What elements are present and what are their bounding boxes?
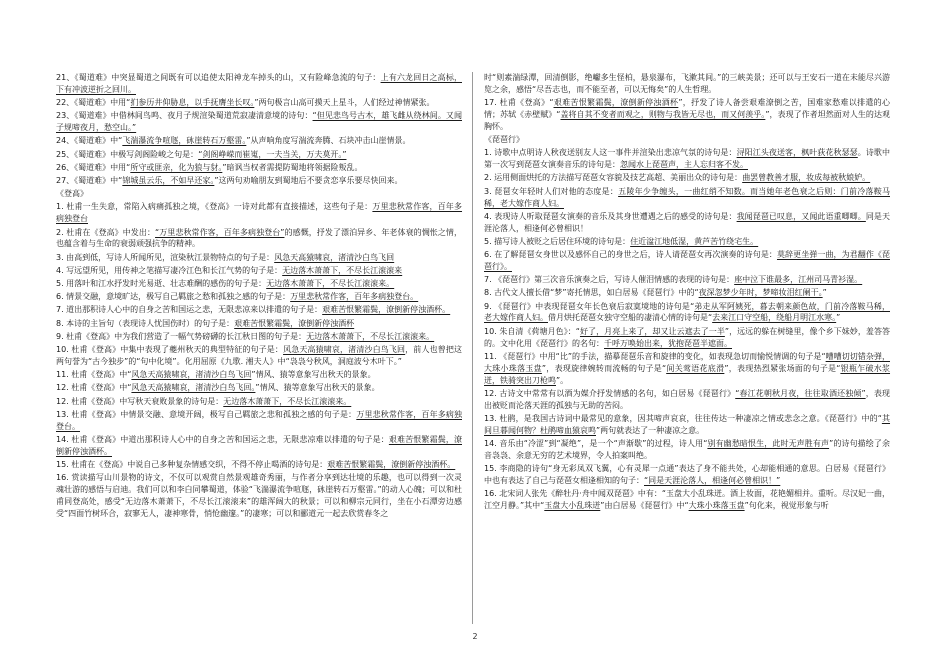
- question-item: [56, 434, 462, 458]
- section-heading: 《登高》: [56, 189, 88, 199]
- answer-text: “但见悲鸟号古木，雄飞雌从绕林间。又闻子规啼夜月，愁空山。”: [56, 111, 462, 133]
- answer-text: 间关莺语花底滑: [666, 363, 725, 373]
- question-text: 27、《蜀道难》中“: [56, 176, 123, 186]
- question-text: ”这两句劝喻朋友到蜀地后不要贪恋享乐要尽快回来。: [214, 176, 403, 186]
- question-item: [484, 147, 890, 171]
- answer-text: “万里悲秋常作客，百年多病独登台”: [155, 227, 285, 237]
- question-text: 的感慨，抒发了漂泊异乡、年老体衰的惆怅之情，也蕴含着与生命的衰弱顽强抗争的精神。: [56, 227, 462, 249]
- question-item: [56, 175, 462, 187]
- answer-text: 曲罢曾教善才服，妆成每被秋娘妒。: [742, 173, 871, 183]
- question-item: [56, 291, 462, 303]
- question-text: 13. 杜鹃，是我国古诗词中最常见的意象，因其啼声哀哀，往往传达一种凄凉之情或悲念之意。《琵琶行》中的“: [484, 413, 882, 423]
- question-text: 时“则素湍绿潭，回清倒影，绝巘多生怪柏，悬泉瀑布，飞漱其间。”的三峡美景；还可以与王安石一道在未能尽兴游览之余，感悟“尽吾志也，而不能至者，可以无悔矣”的人生哲理。: [484, 73, 890, 94]
- question-text: 22、《蜀道难》中用“: [56, 98, 131, 108]
- question-item: [56, 97, 462, 109]
- question-text: 13. 杜甫《登高》中情景交融、意境开阔，极写自己羁旅之悲和孤独之感的句子是：: [56, 409, 357, 419]
- question-item: [56, 344, 462, 368]
- answer-text: 万里悲秋常作客，百年多病独登台: [56, 202, 463, 224]
- answer-text: 万里悲秋常作客，百年多病独登台。: [56, 409, 462, 431]
- answer-text: 艰难苦恨繁霜鬓，潦倒新停浊酒杯。: [327, 460, 456, 470]
- question-text: 4. 写远望所见，用传神之笔描写凄冷江色和长江气势的句子是：: [56, 265, 283, 275]
- question-item: [484, 249, 890, 273]
- question-text: 10. 朱自清《荷塘月色》：“: [484, 326, 580, 336]
- question-text: 3. 由高到低，写诗人所闻所见，渲染秋江景物特点的句子是：: [56, 252, 275, 262]
- question-item: [56, 72, 462, 96]
- question-text: 15. 李商隐的诗句“身无彩凤双飞翼，心有灵犀一点通”表达了身不能共处，心却能相通的意思。白居易《琵琶行》中也有表达了自己与琵琶女相逢相知的句子：: [484, 464, 890, 486]
- question-text: ”从声响角度写湍流奔腾、石块冲击山崖情景。: [246, 136, 411, 146]
- question-item: [56, 382, 462, 394]
- question-item: [484, 97, 890, 133]
- answer-text: 浔阳江头夜送客，枫叶荻花秋瑟瑟: [736, 148, 858, 158]
- answer-text: 风急天高猿啸哀，渚清沙白鸟飞回: [131, 370, 252, 380]
- question-item: [56, 369, 462, 381]
- question-item: [56, 278, 462, 290]
- question-text: 11. 《琵琶行》中用“比”的手法，描摹琵琶乐音和旋律的变化，如表现急切而愉悦情调的句子是“: [484, 351, 826, 361]
- question-text: ，表现出被贬而沦落天涯的孤独与无助的苦闷。: [484, 388, 891, 410]
- answer-text: 艰难苦恨繁霜鬓，潦倒新停浊酒杯。: [56, 434, 462, 456]
- answer-text: 我闻琵琶已叹息，又闻此语重唧唧。: [736, 211, 866, 221]
- question-text: 7. 道出那积诗人心中的自身之苦和国运之悲，无限悲凉来以排遣的句子是：: [56, 305, 323, 315]
- question-item: [484, 274, 890, 286]
- question-text: ”，表现了作者坦然面对人生的达观胸怀。: [484, 110, 890, 131]
- question-text: ”: [836, 313, 841, 323]
- question-item: [56, 162, 462, 174]
- question-item: [484, 413, 890, 437]
- answer-text: 莫辞更坐弹一曲，为君翻作《琵琶行》。: [484, 250, 890, 271]
- question-text: ”由白居易《琵琶行》中“: [600, 501, 689, 511]
- question-item: [484, 351, 890, 387]
- question-text: 8. 古代文人擅长借“梦”寄托情思，如白居易《琵琶行》中的“: [484, 288, 699, 298]
- question-item: [56, 459, 462, 471]
- question-text: ”。: [556, 375, 569, 385]
- question-text: ”: [822, 288, 827, 298]
- section-heading: 《琵琶行》: [484, 135, 524, 145]
- answer-text: 风急天高猿啸哀，渚清沙白鸟飞回: [274, 252, 395, 262]
- question-text: 12. 杜甫《登高》中“: [56, 383, 132, 393]
- question-text: 1. 诗歌中点明诗人秋夜送别友人这一事件并渲染出悲凉气氛的诗句是：: [484, 148, 737, 158]
- question-text: 14. 音乐由“冷涩”到“凝绝”，是一个“声渐歇”的过程，诗人用“: [484, 439, 708, 449]
- answer-text: 万里悲秋常作客，百年多病独登台。: [290, 292, 419, 302]
- question-item: [56, 396, 462, 408]
- answer-text: 夜深忽梦少年时，梦啼妆泪红阑干。: [698, 288, 823, 298]
- answer-text: 去来江口守空船，绕船月明江水寒。: [712, 313, 837, 323]
- answer-text: “同是天涯沦落人，相逢何必曾相识！”: [644, 476, 781, 486]
- question-text: 。诗歌中第一次写到琵琶女演奏音乐的诗句是：: [484, 148, 890, 170]
- answer-text: 嘈嘈切切错杂弹，大珠小珠落玉盘: [484, 351, 890, 373]
- question-text: 3. 琵琶女年轻时人们对他的态度是：: [484, 186, 619, 196]
- question-item: [56, 201, 462, 225]
- question-text: 8. 本诗的主旨句（表现诗人忧国伤时）的句子是：: [56, 318, 235, 328]
- question-item: [484, 186, 890, 210]
- question-text: 17. 杜甫《登高》“: [484, 98, 554, 108]
- question-item: [484, 211, 890, 235]
- answer-text: 艰难苦恨繁霜鬓，潦倒新停浊酒杯。: [322, 305, 451, 315]
- question-text: ”情风、猿等意象写出秋天的景象。: [255, 383, 380, 393]
- question-text: 7. 《琵琶行》第三次音乐演奏之后，写诗人催泪情感的表现的诗句是：: [484, 275, 735, 285]
- answer-text: 玉盘大小乱珠迸: [544, 501, 601, 511]
- question-text: ”，抒发了诗人备尝艰难潦倒之苦，国难家愁难以排遣的心情；苏轼《赤壁赋》“: [484, 98, 890, 120]
- question-item: [56, 409, 462, 433]
- question-text: 9. 《琵琶行》中表现琵琶女年长色衰后寂寞境地的诗句是“: [484, 301, 695, 311]
- answer-text: 盖将自其不变者而观之，则物与我皆无尽也，而又何羡乎。: [560, 110, 766, 120]
- question-text: 9. 杜甫《登高》中为我们营造了一幅气势磅礴的长江秋日图的句子是：: [56, 331, 307, 341]
- left-column: [56, 72, 462, 521]
- question-item: [56, 135, 462, 147]
- question-text: ”，表现旋律婉转而流畅的句子是“: [541, 363, 667, 373]
- answer-text: 风急天高猿啸哀，渚清沙白鸟飞回: [283, 345, 406, 355]
- document-page: [56, 72, 908, 624]
- answer-text: 住近湓江地低湿，黄芦苦竹绕宅生。: [630, 236, 759, 246]
- question-text: ”，远远的躲在树缝里，像个乡下妹妙，羞答答的。文中化用《琵琶行》的名句：: [484, 326, 890, 348]
- question-text: 24、《蜀道难》中“: [56, 136, 123, 146]
- answer-text: 扪参历井仰胁息，以手抚膺坐长叹。: [130, 98, 255, 108]
- question-item: [56, 318, 462, 330]
- answer-text: 无边落木萧萧下，不尽长江滚滚来。: [223, 396, 352, 406]
- question-text: 同是天涯沦落人，相逢何必曾相识！: [484, 211, 890, 233]
- question-text: 10. 杜甫《登高》中集中表现了夔州秋天的典型特征的句子是：: [56, 345, 284, 355]
- answer-text: 艰难苦恨繁霜鬓，潦倒新停浊酒杯: [234, 318, 355, 328]
- column-divider: [472, 72, 473, 624]
- answer-text: 飞湍瀑流争喧豗，砯崖转石万壑雷。: [122, 136, 247, 146]
- question-text: ”两句就表达了一种凄凉之意。: [596, 425, 705, 435]
- question-text: ，前人也曾把这两句誉为“古今独步”的“句中化境”。化用屈原《九歌. 湘夫人》中“袅袅兮秋风，洞庭波兮木叶下。”: [56, 345, 463, 366]
- question-text: ”情风、猿等意象写出秋天的景象。: [251, 370, 376, 380]
- question-text: 14. 杜甫《登高》中道出那积诗人心中的自身之苦和国运之悲，无限悲凉难以排遣的句子是：: [56, 434, 389, 444]
- answer-text: 无边落木萧萧下，不尽长江滚滚来。: [266, 279, 395, 289]
- question-text: ”的诗句描绘了余音袅袅、余意无穷的艺术境界，令人拍案叫绝。: [484, 439, 891, 460]
- question-text: 26、《蜀道难》中用“: [56, 162, 131, 172]
- answer-text: 弟走从军阿姨死，暮去朝来颜色故，门前冷落鞍马稀，老大嫁作商人妇。: [484, 301, 890, 323]
- question-item: [56, 110, 462, 134]
- answer-text: 大珠小珠落玉盘: [688, 501, 745, 511]
- question-item: [56, 149, 462, 161]
- question-item: [484, 463, 890, 487]
- answer-text: 忽闻水上琵琶声，主人忘归客不发。: [620, 160, 748, 170]
- answer-text: “春江花朝秋月夜，往往取酒还独倾”: [735, 388, 866, 398]
- question-item: [484, 287, 890, 299]
- question-text: ”，表现热烈紧张场面的句子是“: [724, 363, 841, 373]
- answer-text: 上有六龙回日之高标，下有冲波逆折之回川。: [56, 73, 462, 94]
- question-text: 6. 情景交融，意境旷达，极写自己羁旅之愁和孤独之感的句子是：: [56, 292, 291, 302]
- question-text: 12. 古诗文中常常有以酒为媒介抒发情感的名句，如白居易《琵琶行》: [484, 388, 736, 398]
- question-item: [484, 236, 890, 248]
- question-text: 1. 杜甫一生失意，常陷入病痛孤独之境，《登高》一诗对此都有直接描述，这些句子是：: [56, 202, 373, 212]
- question-item: [56, 265, 462, 277]
- question-text: ”暗讽当权者需提防蜀地将领据险叛乱。: [222, 162, 363, 172]
- question-item: [56, 227, 462, 251]
- answer-text: 艰难苦恨繁霜鬓，潦倒新停浊酒杯: [553, 98, 679, 108]
- answer-text: 无边落木萧萧下，不尽长江滚滚来: [282, 265, 403, 275]
- question-item: [56, 304, 462, 316]
- answer-text: 千呼万唤始出来，犹抱琵琶半遮面。: [604, 338, 732, 348]
- question-text: 21、《蜀道难》中突显蜀道之间既有可以追使太阳神龙车掉头的山，又有险峰急流的句子：: [56, 73, 381, 82]
- question-text: 15. 杜甫在《登高》中说自己多种复杂情感交织，不得不停止喝酒的诗句是：: [56, 460, 328, 470]
- question-item: [56, 252, 462, 264]
- question-text: ”句化来，视觉形象与听: [744, 501, 829, 511]
- question-item: [484, 326, 890, 350]
- question-item: [56, 472, 462, 520]
- page-number: 2: [472, 632, 478, 641]
- question-text: 25、《蜀道难》中极写剑阁险峻之句是：: [56, 149, 199, 159]
- answer-text: 无边落木萧萧下，不尽长江滚滚来。: [306, 331, 435, 341]
- question-text: 2. 运用侧面烘托的方法描写琵琶女容貌及技艺高超、美丽出众的诗句是：: [484, 173, 743, 183]
- answer-text: 银瓶乍破水浆迸，铁骑突出刀枪鸣: [484, 363, 891, 385]
- answer-text: 风急天高猿啸哀，渚清沙白鸟飞回。: [131, 383, 256, 393]
- answer-text: 别有幽愁暗恨生，此时无声胜有声: [707, 439, 830, 449]
- question-text: 6. 在了解琵琶女身世以及感怀自己的身世之后，诗人请琵琶女再次演奏的诗句是：: [484, 250, 777, 260]
- answer-text: 座中泣下谁最多，江州司马青衫湿。: [734, 275, 863, 285]
- question-text: 5. 用落叶和江水抒发时光易逝、壮志难酬的感伤的句子是：: [56, 279, 267, 289]
- answer-text: 好了，月亮上来了，却又让云遮去了一半: [579, 326, 725, 336]
- question-text: 5. 描写诗人被贬之后居住环境的诗句是：: [484, 236, 631, 246]
- answer-text: 其间旦暮闻何物？杜鹃啼血猿哀鸣: [484, 413, 891, 435]
- answer-text: 五陵年少争缠头，一曲红绡不知数。而当她年老色衰之后则：门前冷落鞍马稀，老大嫁作商人妇。: [484, 186, 890, 208]
- question-item: [484, 388, 890, 412]
- question-item: [56, 331, 462, 343]
- right-column: [484, 72, 890, 513]
- question-text: 11. 杜甫《登高》中“: [56, 370, 132, 380]
- answer-text: 所守或匪亲，化为狼与豺。: [130, 162, 223, 172]
- answer-text: “剑阁峥嵘而崔嵬，一夫当关，万夫莫开。”: [198, 149, 347, 159]
- question-text: 借月烘托琵琶女独守空船的凄清心情的诗句是“: [548, 313, 713, 323]
- question-text: 12. 杜甫《登高》中写秋天衰败景象的诗句是：: [56, 396, 224, 406]
- question-text: 16. 赏读描写山川景物的诗文，不仅可以观赏自然景观雄奇秀丽，与作者分享到达壮境的乐趣，也可以得到一次灵魂壮游的感悟与启迪。我们可以和李白同攀蜀道，体验“飞湍瀑流争喧豗，砯崖转石万壑雷。”的动人心魄；可以和杜甫同登高处，感受“无边落木萧萧下，不尽长江滚滚来”的雄浑阔大的秋景；可以和柳宗元同行，坐在小石潭旁边感受“四面竹树环合，寂寥无人，凄神寒骨，悄怆幽邃。”的凄寒；可以和郦道元一起去欣赏春冬之: [56, 473, 462, 518]
- question-item: [484, 72, 890, 96]
- question-text: 16. 北宋词人张先《醉牡丹·舟中闻双琵琶》中有：“玉盘大小乱珠迸。酒上妆面，花艳媚相并。重听。尽汉妃一曲，江空月静。”其中“: [484, 489, 890, 511]
- question-item: [484, 301, 890, 325]
- question-text: 4. 表现诗人听取琵琶女演奏的音乐及其身世遭遇之后的感受的诗句是：: [484, 211, 737, 221]
- question-item: [484, 438, 890, 462]
- question-text: 2. 杜甫在《登高》中发出：: [56, 227, 156, 237]
- question-item: [484, 488, 890, 512]
- question-text: 23、《蜀道难》中借林间鸟鸣、夜月子规渲染蜀道荒寂凄清意境的诗句：: [56, 111, 313, 121]
- question-text: ”两句极言山高可摸天上星斗，人们经过神情紧张。: [254, 98, 435, 108]
- answer-text: 锦城虽云乐，不如早还家。: [122, 176, 215, 186]
- question-item: [484, 172, 890, 184]
